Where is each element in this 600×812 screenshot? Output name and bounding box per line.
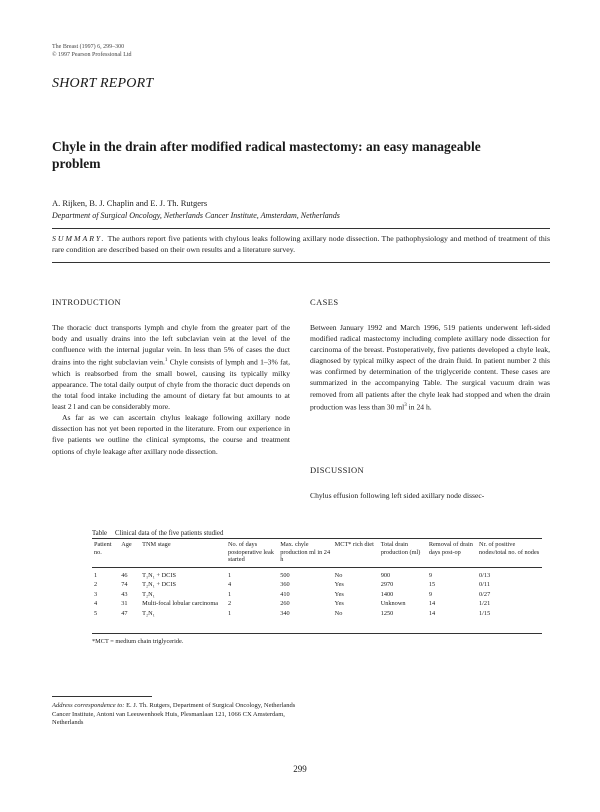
col-header-days: No. of days postoperative leak started (227, 541, 274, 563)
introduction-body (52, 322, 290, 457)
col-header-nodes: Nr. of positive nodes/total no. of nodes (479, 541, 540, 556)
intro-para1-text: The thoracic duct transports lymph and chyle from the greater part of the body and usually drains into the left subclavian vein at the level of the confluence with the internal jugular vein. In less than 5% of cases the duct drains into the right subclavian vein. (52, 323, 290, 367)
cell: 43 (121, 590, 128, 598)
cell: 900 (380, 571, 391, 579)
cases-heading: CASES (310, 297, 339, 307)
table-row (92, 590, 542, 600)
discussion-body (310, 490, 550, 501)
summary-bottom-rule (52, 262, 550, 263)
cell: 9 (428, 571, 432, 579)
cell: 1 (94, 571, 98, 579)
table-row (92, 571, 542, 581)
table-header-row (92, 540, 542, 565)
cases-paragraph-1 (310, 322, 550, 412)
cell: 46 (121, 571, 128, 579)
col-header-mct: MCT* rich diet (334, 541, 374, 548)
cell: 74 (121, 581, 128, 588)
cell: 2 (94, 581, 98, 588)
table-top-rule (92, 538, 542, 539)
affiliation: Department of Surgical Oncology, Netherlands Cancer Institute, Amsterdam, Netherlands (52, 211, 340, 220)
cell: 14 (428, 600, 436, 607)
cell: 4 (94, 600, 98, 607)
cell: 2970 (380, 581, 394, 588)
cell: 410 (280, 590, 290, 598)
section-label: SHORT REPORT (52, 76, 154, 91)
cell: Unknown (380, 600, 406, 607)
summary-label: SUMMARY. (52, 234, 106, 243)
cell: T₂N₁ + DCIS (142, 581, 176, 588)
cell: 340 (280, 609, 290, 617)
cell: 1400 (380, 590, 394, 598)
col-header-age: Age (121, 541, 132, 548)
journal-citation (52, 43, 132, 59)
summary-text: The authors report five patients with chylous leaks following axillary node dissection. The pathophysiology and method of treatment of this rare condition are described based on their own results and a literature survey. (52, 234, 550, 254)
cell: 0/27 (479, 590, 491, 598)
summary-top-rule (52, 228, 550, 229)
table-row (92, 599, 542, 609)
cell: No (334, 609, 343, 617)
cell: Yes (334, 581, 344, 588)
cell: 1/15 (479, 609, 491, 617)
col-header-patient: Patient no. (94, 541, 112, 556)
cell: T₁N₁ + DCIS (142, 571, 176, 579)
correspondence-address (52, 702, 312, 728)
summary-block (52, 233, 550, 255)
cell: 9 (428, 590, 432, 598)
cell: Multi-focal lobular carcinoma (142, 600, 219, 607)
intro-reference: 1 (164, 358, 168, 364)
introduction-paragraph-1 (52, 322, 290, 412)
article-title: Chyle in the drain after modified radical mastectomy: an easy manageable problem (52, 139, 481, 171)
cell: 0/11 (479, 581, 490, 588)
discussion-paragraph-1: Chylus effusion following left sided axillary node dissec- (310, 491, 485, 500)
journal-line-1: The Breast (1997) 6, 299–300 (52, 44, 125, 50)
correspondence-text: E. J. Th. Rutgers, Department of Surgical Oncology, Netherlands Cancer Institute, Antoni van Leeuwenhoek Huis, Plesmanlaan 121, 1066 CX Amsterdam, Netherlands (52, 702, 296, 726)
cell: 3 (94, 590, 98, 598)
table-label: Table (92, 530, 107, 537)
cases-para1-end: in 24 h. (406, 402, 432, 412)
journal-line-2: © 1997 Pearson Professional Ltd (52, 52, 132, 58)
cell: 260 (280, 600, 290, 607)
table-row (92, 580, 542, 590)
intro-para1-cont: Chyle consists of lymph and 1–3% fat, which is reabsorbed from the small bowel, causing its typically milky appearance. The total daily output of chyle from the thoracic duct depends on the total food intake including the amount of dietary fat but amounts to at least 2 l and can be considerably more. (52, 357, 290, 412)
cell: 4 (227, 581, 232, 588)
discussion-heading: DISCUSSION (310, 465, 365, 475)
col-header-max-chyle: Max. chyle production ml in 24 h (280, 541, 331, 563)
table-caption (92, 530, 223, 537)
cell: 1 (227, 571, 232, 579)
clinical-data-table (92, 540, 542, 618)
cell: 15 (428, 581, 436, 588)
cell: T₂N₁ (142, 609, 155, 617)
cell: 0/13 (479, 571, 491, 579)
cell: Yes (334, 590, 344, 598)
cell: 1 (227, 590, 232, 598)
author-list: A. Rijken, B. J. Chaplin and E. J. Th. Rutgers (52, 198, 208, 208)
cases-para1-text: Between January 1992 and March 1996, 519 patients underwent left-sided modified radical mastectomy including complete axillary node dissection for carcinoma of the breast. Postoperatively, five patients developed a chyle leak, diagnosed by typical milky aspect of the drain fluid. In patient number 2 this was confirmed by determination of the triglyceride content. These cases are summarized in the accompanying Table. The surgical vacuum drain was removed from all patients after the chyle leak had stopped and when the drain production was less than 30 ml (310, 323, 550, 412)
table-footnote: *MCT = medium chain triglyceride. (92, 638, 184, 645)
cell: 31 (121, 600, 128, 607)
cell: 1 (227, 609, 232, 617)
cell: 47 (121, 609, 128, 617)
table-bottom-rule (92, 633, 542, 634)
cell: 1250 (380, 609, 394, 617)
cell: T₂N₁ (142, 590, 155, 598)
cell: Yes (334, 600, 344, 607)
footnote-rule (52, 696, 152, 697)
cases-body (310, 322, 550, 412)
cell: 360 (280, 581, 290, 588)
cell: No (334, 571, 343, 579)
introduction-heading: INTRODUCTION (52, 297, 122, 307)
cell: 14 (428, 609, 436, 617)
col-header-tnm: TNM stage (142, 541, 171, 548)
cell: 5 (94, 609, 98, 617)
page-number: 299 (293, 764, 307, 774)
table-row (92, 609, 542, 619)
cell: 500 (280, 571, 290, 579)
table-caption-text: Clinical data of the five patients studied (115, 530, 224, 537)
col-header-removal: Removal of drain days post-op (428, 541, 473, 556)
correspondence-label: Address correspondence to: (52, 702, 125, 709)
cell: 1/21 (479, 600, 491, 607)
col-header-total-drain: Total drain production (ml) (380, 541, 421, 556)
cell: 2 (227, 600, 232, 607)
introduction-paragraph-2: As far as we can ascertain chylus leakage following axillary node dissection has not yet been reported in the literature. From our experience in five patients we outline the clinical symptoms, the course and treatment options of chyle leakage after axillary node dissection. (52, 413, 290, 456)
cases-superscript: 3 (404, 402, 407, 408)
table-header-rule (92, 567, 542, 568)
